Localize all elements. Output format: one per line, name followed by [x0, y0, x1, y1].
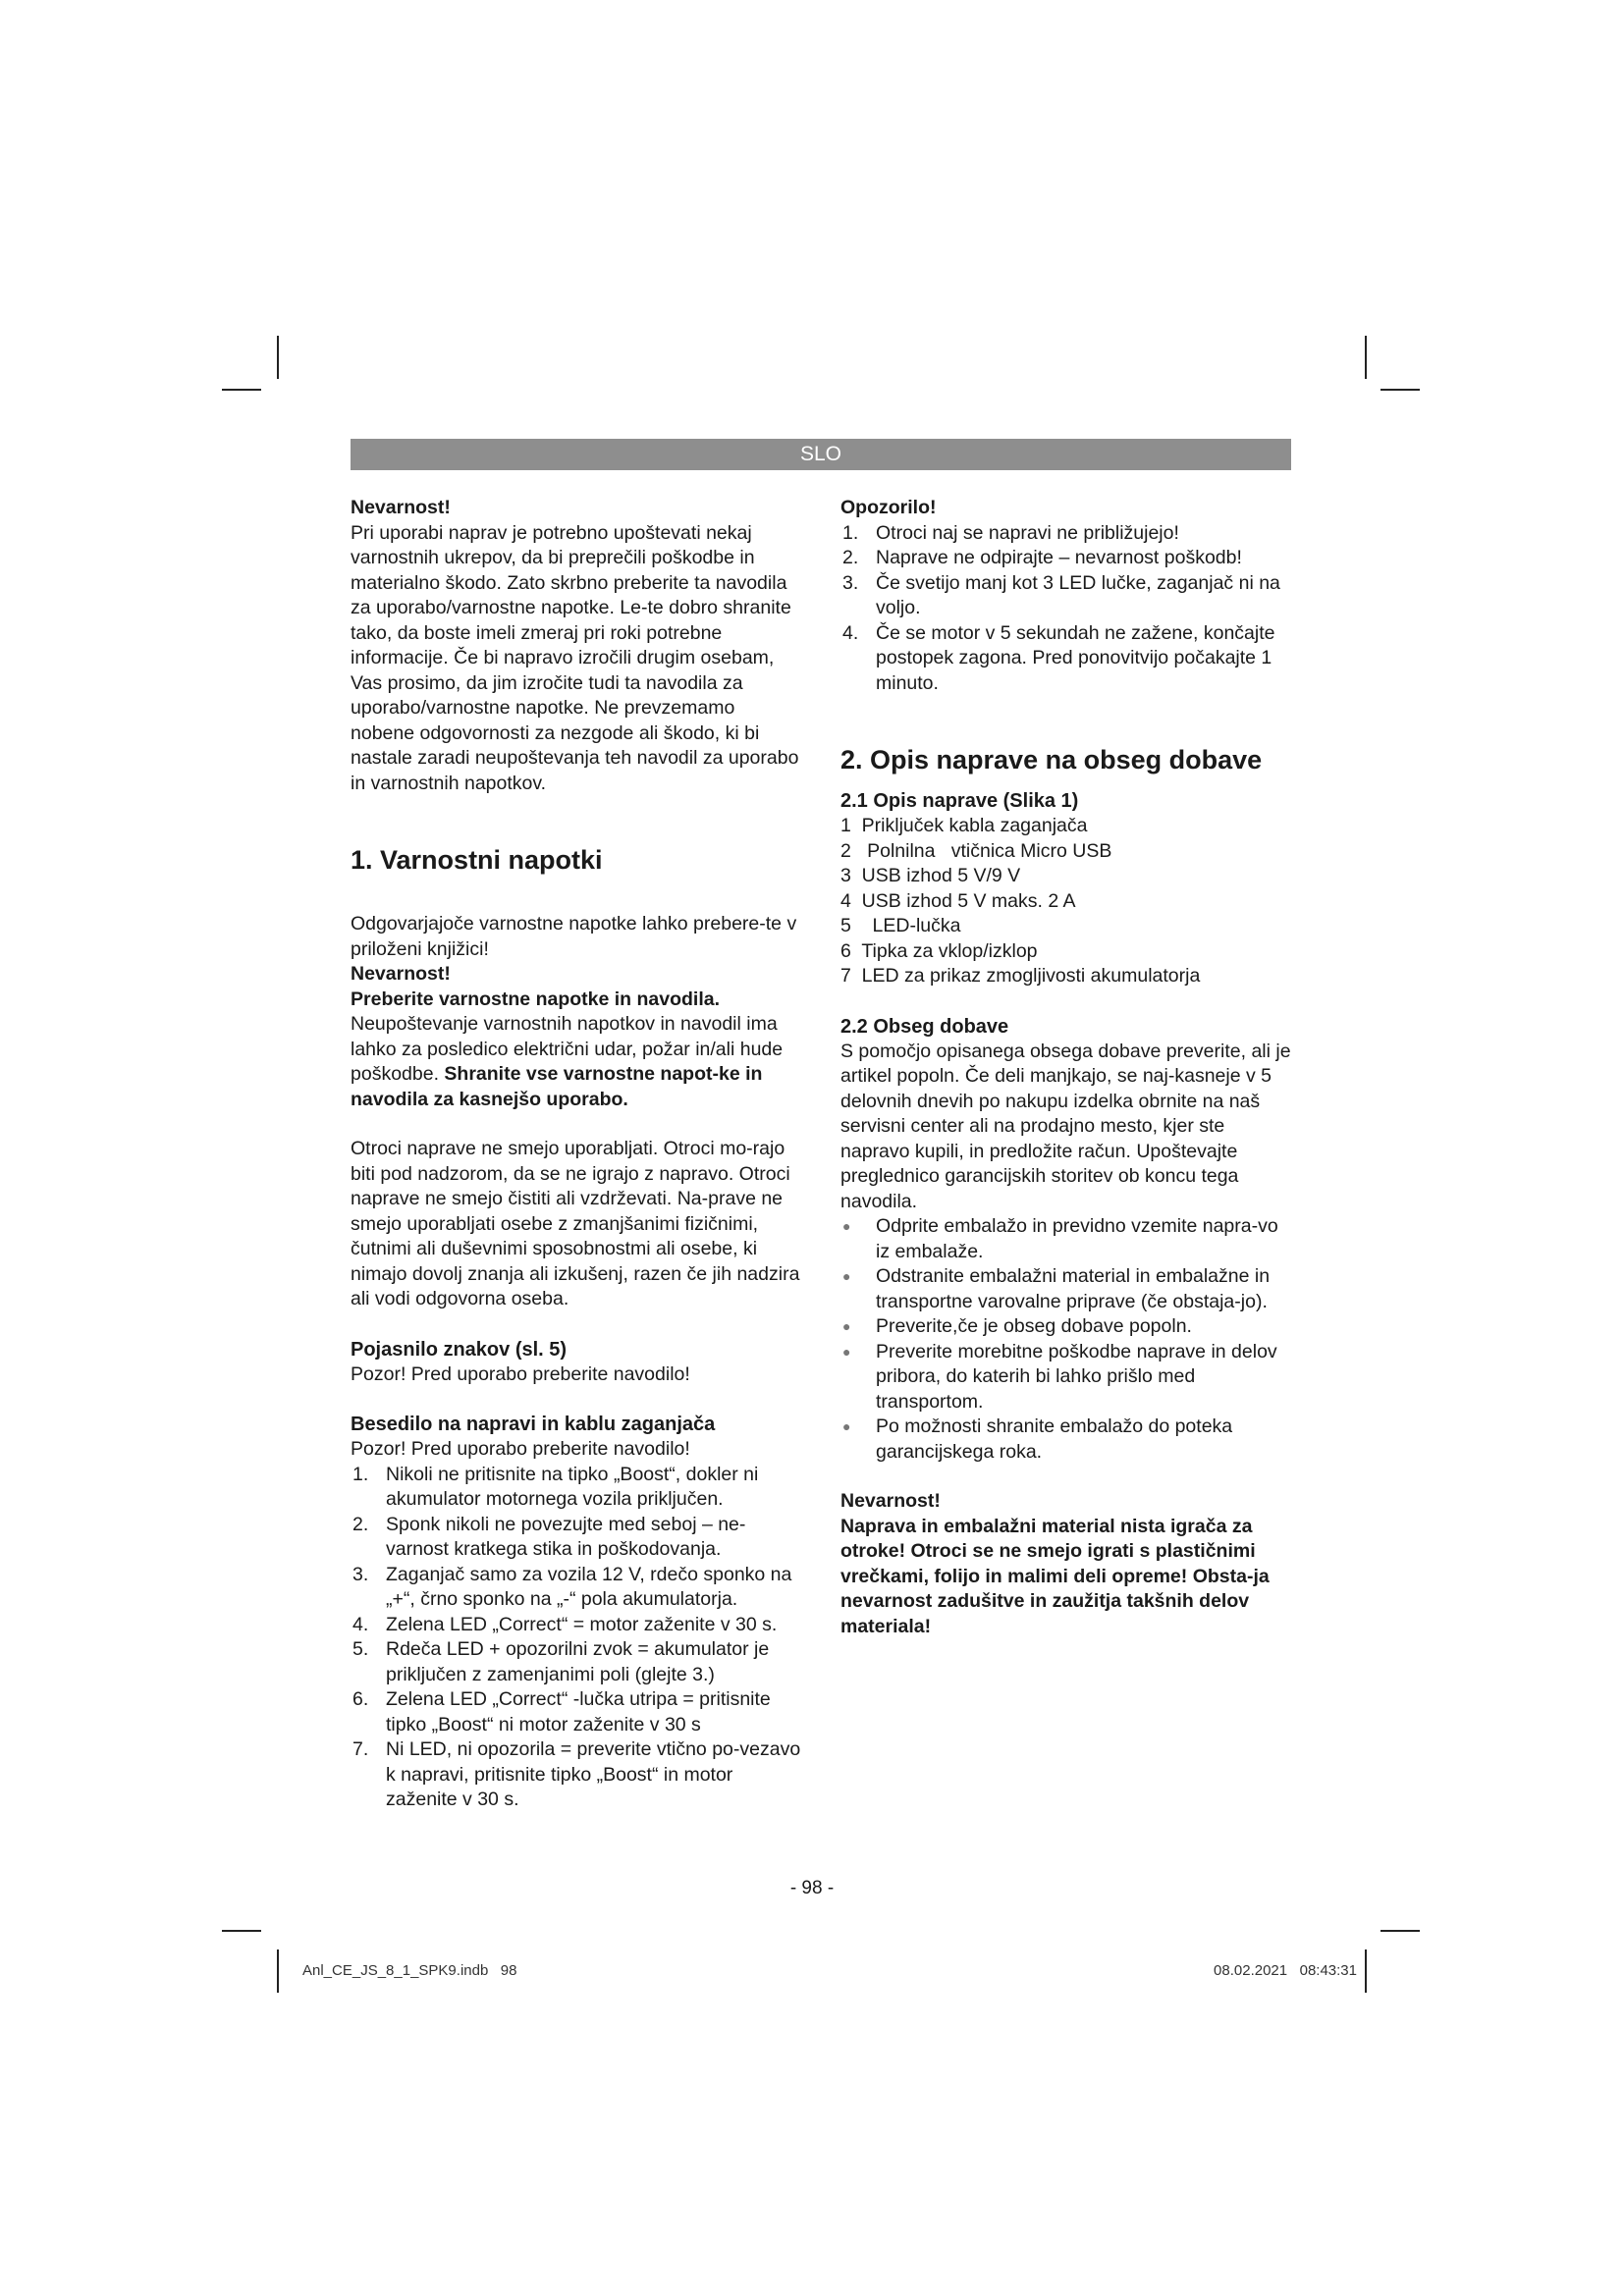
safety-warning-text-block [351, 1012, 802, 1112]
list-item: 3. Če svetijo manj kot 3 LED lučke, zaganjač ni na voljo. [842, 571, 1280, 618]
crop-mark-bottom-right-h [1380, 1930, 1420, 1932]
bullet-icon: ● [842, 1268, 851, 1284]
list-item: ● Preverite,če je obseg dobave popoln. [840, 1314, 1292, 1340]
danger-text: Pri uporabi naprav je potrebno upoštevati nekaj varnostnih ukrepov, da bi preprečili poškodbe in materialno škodo. Zato skrbno preberite ta navodila za uporabo/varnostne napotke. Le-te dobro shranite tako, da boste imeli zmeraj pri roki potrebne informacije. Če bi napravo izročili drugim osebam, Vas prosimo, da jim izročite tudi ta navodila za uporabo/varnostne napotke. Ne prevzemamo nobene odgovornosti za nezgode ali škodo, ki bi nastale zaradi neupoštevanja teh navodil za uporabo in varnostnih napotkov. [351, 521, 799, 794]
right-column [840, 496, 1292, 1639]
footer-timestamp: 08.02.2021 08:43:31 [1214, 1962, 1357, 1979]
list-item: 1. Nikoli ne pritisnite na tipko „Boost“, dokler ni akumulator motornega vozila priključen. [352, 1463, 759, 1510]
final-danger-heading: Nevarnost! [840, 1490, 941, 1512]
device-description-heading: 2.1 Opis naprave (Slika 1) [840, 790, 1079, 812]
scope-of-delivery-text: S pomočjo opisanega obsega dobave preverite, ali je artikel popoln. Če deli manjkajo, se naj-kasneje v 5 delovnih dnevih po nakupu izdelka obrnite na naš servisni center ali na prodajno mesto, kjer ste napravo kupili, in predložite račun. Upoštevajte preglednico garancijskih storitev ob koncu tega navodila. [840, 1040, 1291, 1212]
list-item: ● Preverite morebitne poškodbe naprave in delov pribora, do katerih bi lahko prišlo med transportom. [842, 1340, 1277, 1413]
danger-heading: Nevarnost! [351, 497, 451, 518]
list-item: 2. Sponk nikoli ne povezujte med seboj – ne-varnost kratkega stika in poškodovanja. [352, 1513, 746, 1560]
warning-heading: Opozorilo! [840, 497, 937, 518]
list-item: ● Odprite embalažo in previdno vzemite napra-vo iz embalaže. [842, 1215, 1278, 1262]
signs-heading: Pojasnilo znakov (sl. 5) [351, 1338, 568, 1361]
crop-mark-top-right-v [1365, 336, 1367, 379]
list-item: 2 Polnilna vtičnica Micro USB [840, 839, 1112, 862]
list-item: ● Po možnosti shranite embalažo do poteka garancijskega roka. [842, 1415, 1233, 1463]
left-column [351, 496, 802, 1813]
list-item: 1. Otroci naj se napravi ne približujejo! [842, 521, 1179, 544]
final-danger-text: Naprava in embalažni material nista igrača za otroke! Otroci se ne smejo igrati s plastičnimi vrečkami, folijo in malimi deli opreme! Obsta-ja nevarnost zadušitve in zaužitja takšnih delov materiala! [840, 1515, 1270, 1637]
crop-mark-bottom-left-h [222, 1930, 261, 1932]
warning-list [840, 521, 1292, 697]
bullet-icon: ● [842, 1343, 851, 1360]
list-item: 2. Naprave ne odpirajte – nevarnost poškodb! [842, 547, 1242, 568]
list-item: 5. Rdeča LED + opozorilni zvok = akumulator je priključen z zamenjanimi poli (glejte 3.) [352, 1638, 770, 1685]
list-item: 3 USB izhod 5 V/9 V [840, 865, 1021, 886]
bullet-icon: ● [842, 1418, 851, 1434]
bullet-icon: ● [842, 1318, 851, 1334]
list-item: 1 Priključek kabla zaganjača [840, 815, 1088, 836]
footer-file-name: Anl_CE_JS_8_1_SPK9.indb 98 [302, 1962, 517, 1979]
safety-keep-instructions: Shranite vse varnostne napot-ke in navodila za kasnejšo uporabo. [351, 1063, 763, 1110]
device-text-list [351, 1463, 802, 1813]
safety-read-instructions: Preberite varnostne napotke in navodila. [351, 988, 721, 1010]
section-2-title: 2. Opis naprave na obseg dobave [840, 745, 1263, 774]
list-item: 5 LED-lučka [840, 915, 961, 936]
crop-mark-top-left-h [222, 389, 261, 391]
crop-mark-bottom-right-v [1365, 1949, 1367, 1993]
signs-text: Pozor! Pred uporabo preberite navodilo! [351, 1362, 690, 1385]
bullet-icon: ● [842, 1218, 851, 1234]
list-item: 7. Ni LED, ni opozorila = preverite vtično po-vezavo k napravi, pritisnite tipko „Boost“ in motor zaženite v 30 s. [352, 1738, 801, 1810]
safety-danger-heading: Nevarnost! [351, 963, 451, 985]
list-item: 3. Zaganjač samo za vozila 12 V, rdečo sponko na „+“, črno sponko na „-“ pola akumulatorja. [352, 1563, 792, 1610]
language-header-bar [351, 439, 1291, 470]
list-item: ● Odstranite embalažni material in embalažne in transportne varovalne priprave (če obstaja-jo). [842, 1265, 1271, 1312]
list-item: 6. Zelena LED „Correct“ -lučka utripa = pritisnite tipko „Boost“ ni motor zaženite v 30 s [352, 1688, 771, 1735]
children-paragraph: Otroci naprave ne smejo uporabljati. Otroci mo-rajo biti pod nadzorom, da se ne igrajo z napravo. Otroci naprave ne smejo čistiti ali vzdrževati. Na-prave ne smejo uporabljati osebe z zmanjšanimi fizičnimi, čutnimi ali duševnimi sposobnostmi ali osebe, ki nimajo dovolj znanja ali izkušenj, razen če jih nadzira ali vodi odgovorna oseba. [351, 1138, 800, 1309]
page-number: - 98 - [789, 1878, 835, 1898]
device-parts-list [840, 814, 1292, 989]
list-item: 4 USB izhod 5 V maks. 2 A [840, 889, 1076, 912]
device-text-intro: Pozor! Pred uporabo preberite navodilo! [351, 1438, 690, 1460]
device-text-heading: Besedilo na napravi in kablu zaganjača [351, 1414, 716, 1435]
crop-mark-top-right-h [1380, 389, 1420, 391]
list-item: 4. Zelena LED „Correct“ = motor zaženite v 30 s. [352, 1613, 778, 1635]
safety-warning-text: Neupoštevanje varnostnih napotkov in navodil ima lahko za posledico električni udar, požar in/ali hude poškodbe. [351, 1013, 784, 1085]
list-item: 7 LED za prikaz zmogljivosti akumulatorja [840, 965, 1201, 987]
scope-of-delivery-heading: 2.2 Obseg dobave [840, 1015, 1009, 1038]
scope-of-delivery-bullets [840, 1214, 1292, 1465]
crop-mark-top-left-v [277, 336, 279, 379]
crop-mark-bottom-left-v [277, 1949, 279, 1993]
list-item: 6 Tipka za vklop/izklop [840, 939, 1038, 962]
safety-intro: Odgovarjajoče varnostne napotke lahko prebere-te v priloženi knjižici! [351, 913, 797, 960]
section-1-title: 1. Varnostni napotki [351, 845, 603, 875]
language-label: SLO [799, 443, 842, 465]
list-item: 4. Če se motor v 5 sekundah ne zažene, končajte postopek zagona. Pred ponovitvijo počakajte 1 minuto. [842, 621, 1275, 694]
